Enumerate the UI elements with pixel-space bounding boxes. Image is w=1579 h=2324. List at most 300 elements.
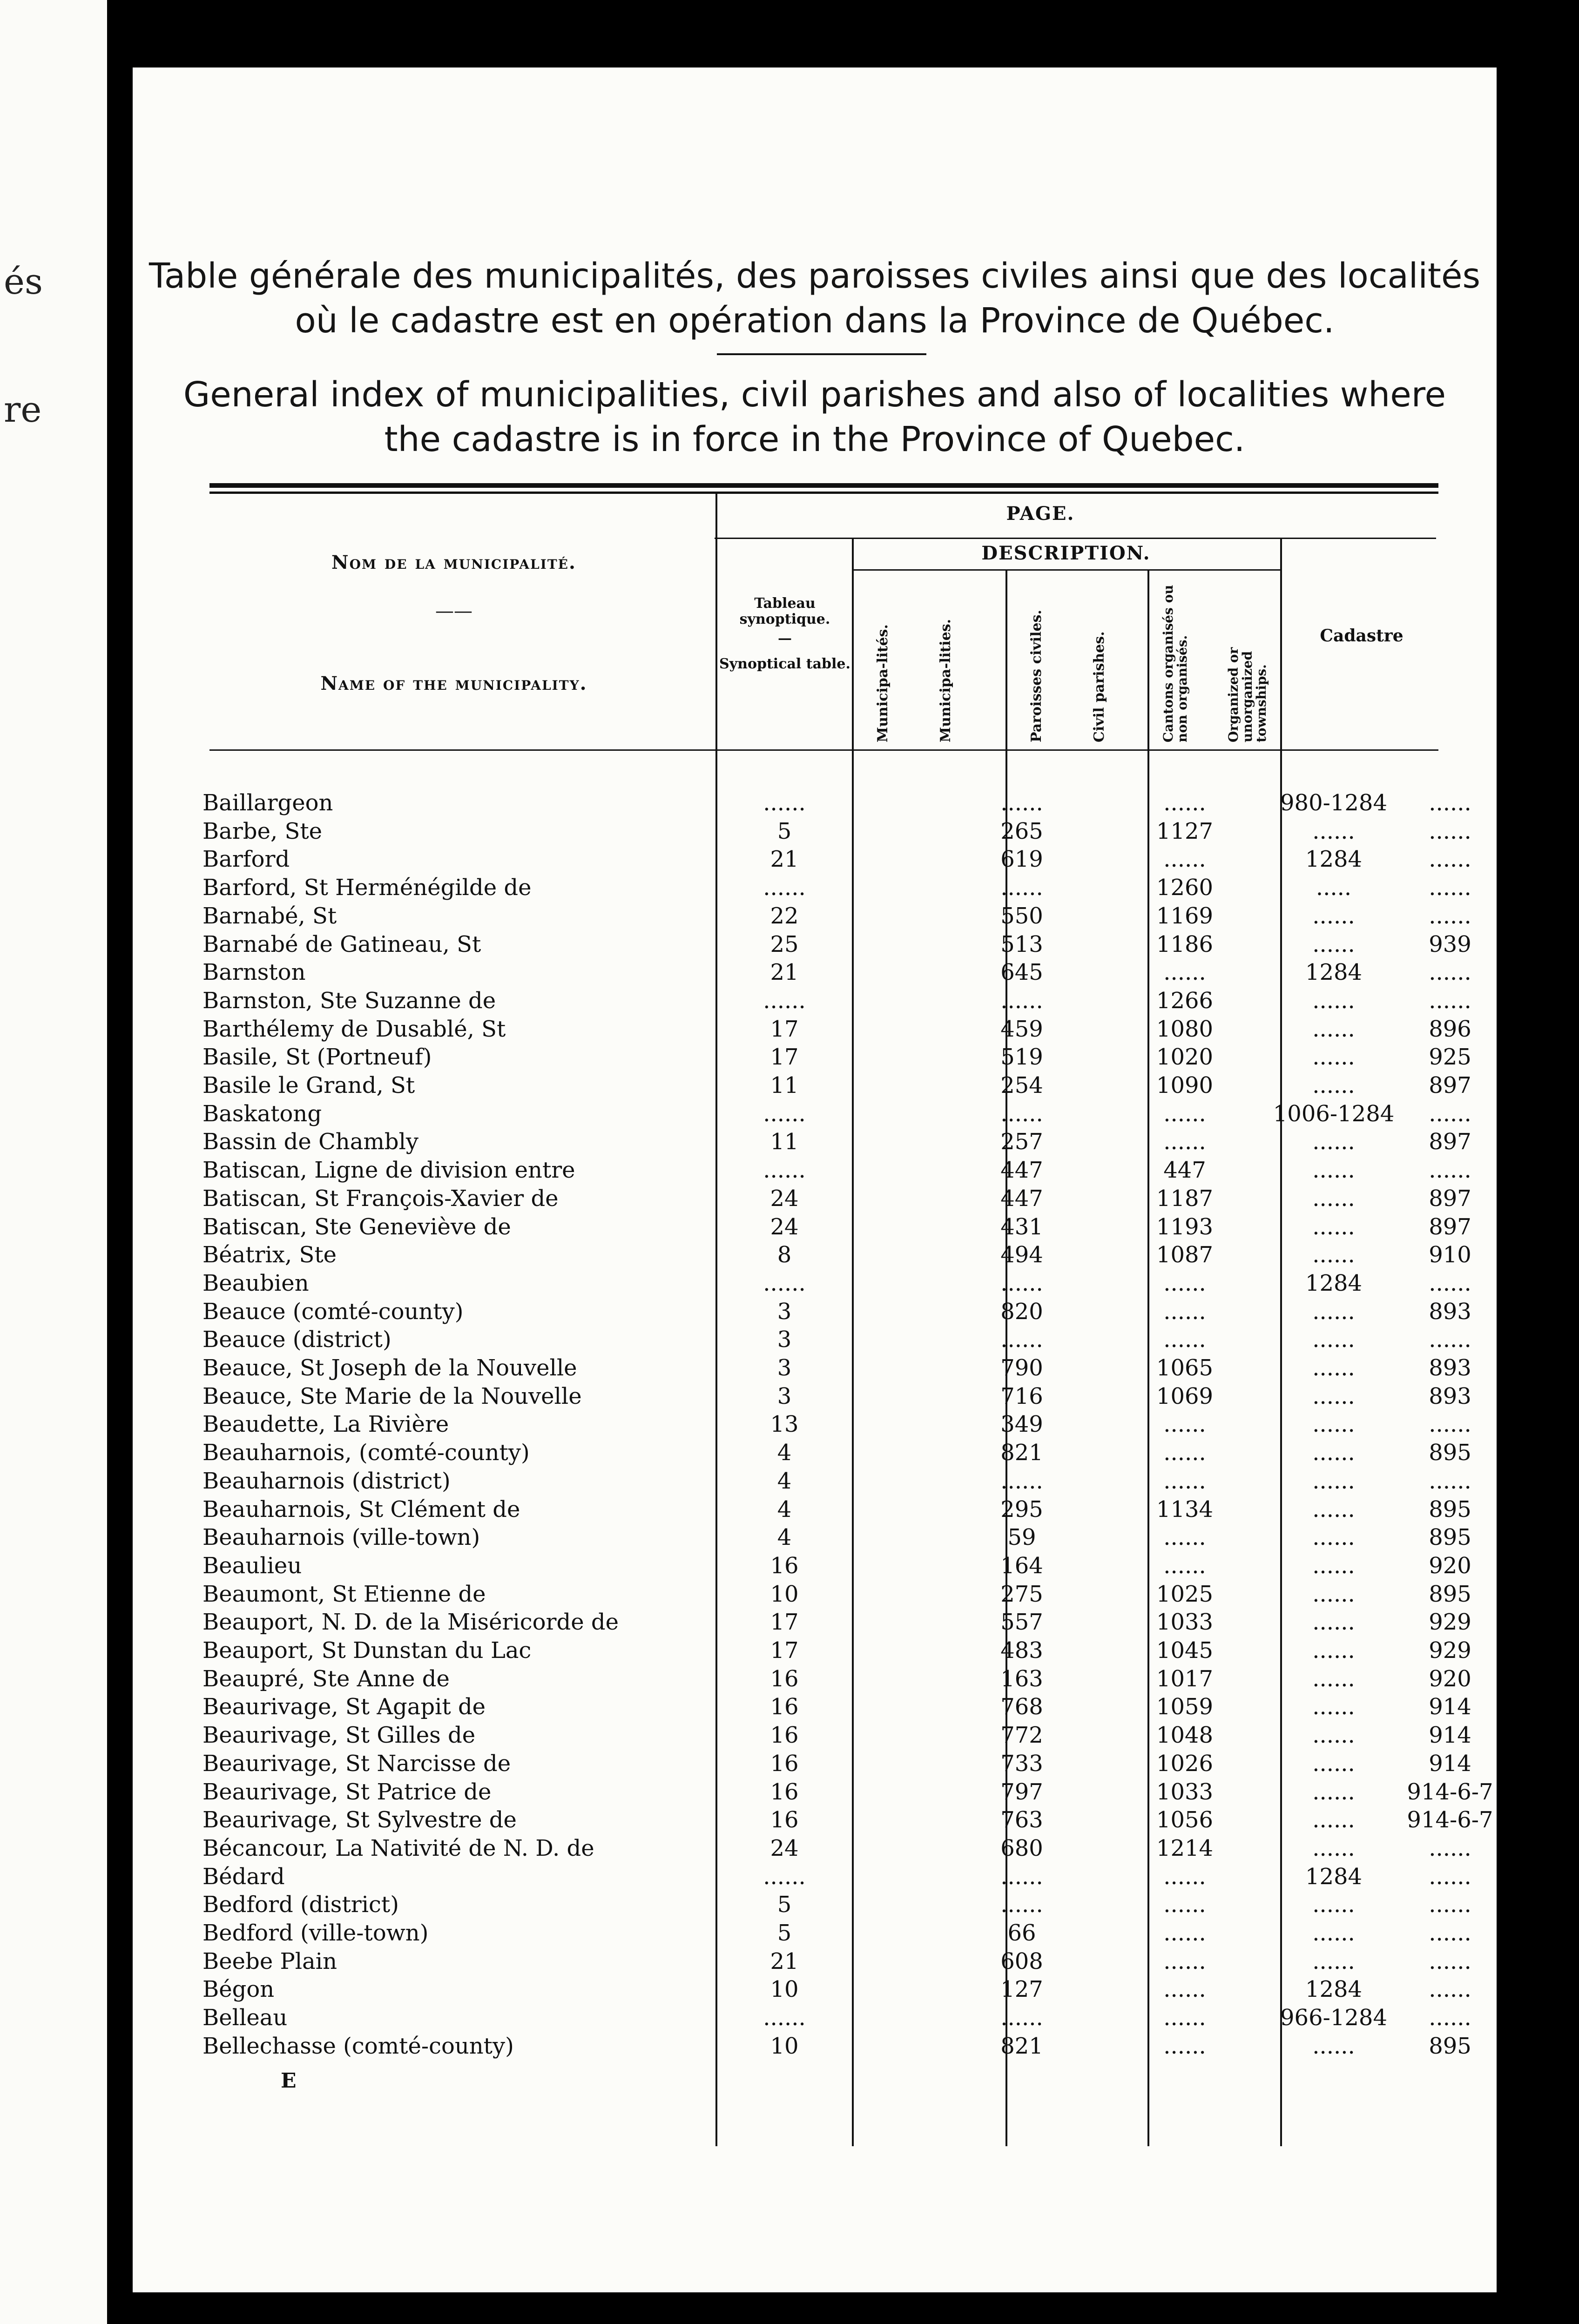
cadastre-page: 914 bbox=[1429, 1722, 1471, 1749]
table-row bbox=[133, 1523, 1497, 1551]
table-row bbox=[133, 1326, 1497, 1354]
synoptical-page: 3 bbox=[777, 1327, 792, 1353]
municipality-name: Beaubien bbox=[202, 1270, 309, 1296]
cadastre-page: ...... bbox=[1429, 1270, 1471, 1296]
parish-page: ...... bbox=[1163, 1920, 1206, 1946]
cadastre-page: 895 bbox=[1429, 1524, 1471, 1551]
synoptical-page: 16 bbox=[770, 1694, 799, 1720]
cadastre-page: ...... bbox=[1429, 818, 1471, 844]
township-page: 966-1284 bbox=[1280, 2005, 1387, 2031]
header-tableau: Tableau synoptique. bbox=[739, 595, 830, 627]
township-page: ..... bbox=[1316, 875, 1352, 901]
township-page: ...... bbox=[1312, 1778, 1355, 1805]
municipality-name: Barford bbox=[202, 846, 290, 873]
table-row bbox=[133, 1863, 1497, 1891]
parish-page: 1017 bbox=[1156, 1665, 1214, 1692]
header-tableau-dash: — bbox=[778, 630, 792, 647]
municipality-name: Bégon bbox=[202, 1976, 275, 2003]
cadastre-page: 896 bbox=[1429, 1016, 1471, 1042]
parish-page: 1127 bbox=[1156, 818, 1214, 844]
table-row bbox=[133, 930, 1497, 958]
township-page: ...... bbox=[1312, 1044, 1355, 1071]
synoptical-page: 16 bbox=[770, 1665, 799, 1692]
synoptical-page: ...... bbox=[763, 875, 806, 901]
table-row bbox=[133, 1919, 1497, 1947]
binding-gutter bbox=[107, 0, 133, 2324]
cadastre-page: ...... bbox=[1429, 987, 1471, 1014]
municipality-page: 619 bbox=[1000, 846, 1043, 873]
municipality-page: 127 bbox=[1000, 1976, 1043, 2003]
cadastre-page: ...... bbox=[1429, 875, 1471, 901]
cadastre-page: 895 bbox=[1429, 2033, 1471, 2059]
municipality-page: 483 bbox=[1000, 1637, 1043, 1664]
synoptical-page: 24 bbox=[770, 1835, 799, 1861]
cadastre-page: 897 bbox=[1429, 1213, 1471, 1240]
parish-page: 1260 bbox=[1156, 875, 1214, 901]
table-row bbox=[133, 902, 1497, 930]
municipality-page: 254 bbox=[1000, 1072, 1043, 1098]
parish-page: 1065 bbox=[1156, 1355, 1214, 1381]
municipality-name: Beauharnois, St Clément de bbox=[202, 1496, 520, 1522]
township-page: ...... bbox=[1312, 1242, 1355, 1268]
township-page: ...... bbox=[1312, 1468, 1355, 1494]
cadastre-page: 914-6-7 bbox=[1407, 1807, 1493, 1833]
municipality-name: Beaurivage, St Gilles de bbox=[202, 1722, 476, 1749]
parish-page: 1033 bbox=[1156, 1609, 1214, 1636]
municipality-page: 494 bbox=[1000, 1242, 1043, 1268]
table-row bbox=[133, 1071, 1497, 1099]
cadastre-page: 914-6-7 bbox=[1407, 1778, 1493, 1805]
township-page: ...... bbox=[1312, 1892, 1355, 1918]
parish-page: 1056 bbox=[1156, 1807, 1214, 1833]
municipality-page: 790 bbox=[1000, 1355, 1043, 1381]
synoptical-page: 5 bbox=[777, 818, 792, 844]
parish-page: 1069 bbox=[1156, 1383, 1214, 1409]
table-row bbox=[133, 1269, 1497, 1297]
title-french bbox=[133, 254, 1497, 343]
synoptical-page: 4 bbox=[777, 1524, 792, 1551]
cadastre-page: 897 bbox=[1429, 1129, 1471, 1155]
header-bottom-rule bbox=[209, 749, 1438, 751]
municipality-name: Beaurivage, St Agapit de bbox=[202, 1694, 486, 1720]
synoptical-page: 10 bbox=[770, 2033, 799, 2059]
synoptical-page: 17 bbox=[770, 1044, 799, 1071]
municipality-page: 608 bbox=[1000, 1948, 1043, 1974]
parish-page: 1033 bbox=[1156, 1778, 1214, 1805]
township-page: 980-1284 bbox=[1280, 790, 1387, 816]
municipality-page: ...... bbox=[1000, 875, 1043, 901]
municipality-page: 645 bbox=[1000, 959, 1043, 986]
synoptical-page: 4 bbox=[777, 1496, 792, 1522]
synoptical-page: 24 bbox=[770, 1213, 799, 1240]
header-synoptical: Synoptical table. bbox=[719, 656, 850, 672]
township-page: ...... bbox=[1312, 1157, 1355, 1184]
cadastre-page: ...... bbox=[1429, 1411, 1471, 1438]
cadastre-page: ...... bbox=[1429, 1835, 1471, 1861]
township-page: ...... bbox=[1312, 1750, 1355, 1777]
municipality-page: 295 bbox=[1000, 1496, 1043, 1522]
header-cadastre: Cadastre bbox=[1320, 626, 1404, 646]
township-page: ...... bbox=[1312, 1298, 1355, 1325]
table-row bbox=[133, 874, 1497, 902]
table-row bbox=[133, 1975, 1497, 2003]
municipality-page: 447 bbox=[1000, 1157, 1043, 1184]
parish-page: 1059 bbox=[1156, 1694, 1214, 1720]
title-english-line2: the cadastre is in force in the Province of Quebec. bbox=[384, 419, 1245, 459]
synoptical-page: 4 bbox=[777, 1440, 792, 1466]
cadastre-page: ...... bbox=[1429, 1157, 1471, 1184]
parish-page: ...... bbox=[1163, 1411, 1206, 1438]
municipality-page: 164 bbox=[1000, 1552, 1043, 1579]
parish-page: ...... bbox=[1163, 1440, 1206, 1466]
title-french-line1: Table générale des municipalités, des paroisses civiles ainsi que des localités bbox=[148, 256, 1481, 296]
table-row bbox=[133, 958, 1497, 986]
table-row bbox=[133, 1185, 1497, 1213]
municipality-page: 768 bbox=[1000, 1694, 1043, 1720]
municipality-name: Batiscan, St François-Xavier de bbox=[202, 1185, 559, 1212]
municipality-page: 821 bbox=[1000, 1440, 1043, 1466]
municipality-name: Bedford (district) bbox=[202, 1892, 399, 1918]
synoptical-page: 13 bbox=[770, 1411, 799, 1438]
cadastre-page: ...... bbox=[1429, 1100, 1471, 1127]
township-page: ...... bbox=[1312, 1920, 1355, 1946]
table-row bbox=[133, 1637, 1497, 1664]
municipality-name: Beaurivage, St Patrice de bbox=[202, 1778, 492, 1805]
municipality-name: Basile le Grand, St bbox=[202, 1072, 415, 1098]
table-row bbox=[133, 1552, 1497, 1580]
municipality-page: ...... bbox=[1000, 1100, 1043, 1127]
township-page: ...... bbox=[1312, 1665, 1355, 1692]
parish-page: 1045 bbox=[1156, 1637, 1214, 1664]
synoptical-page: 16 bbox=[770, 1750, 799, 1777]
cadastre-page: ...... bbox=[1429, 790, 1471, 816]
municipality-page: 275 bbox=[1000, 1581, 1043, 1607]
table-row bbox=[133, 1382, 1497, 1410]
municipality-page: 349 bbox=[1000, 1411, 1043, 1438]
township-page: ...... bbox=[1312, 1807, 1355, 1833]
table-row bbox=[133, 1721, 1497, 1749]
synoptical-page: ...... bbox=[763, 1863, 806, 1890]
municipality-name: Beauharnois (ville-town) bbox=[202, 1524, 480, 1551]
municipality-name: Beaurivage, St Narcisse de bbox=[202, 1750, 511, 1777]
parish-page: ...... bbox=[1163, 1468, 1206, 1494]
township-page: ...... bbox=[1312, 1383, 1355, 1409]
township-page: ...... bbox=[1312, 1129, 1355, 1155]
synoptical-page: 10 bbox=[770, 1976, 799, 2003]
township-page: 1284 bbox=[1305, 1270, 1363, 1296]
parish-page: ...... bbox=[1163, 1948, 1206, 1974]
parish-page: 1026 bbox=[1156, 1750, 1214, 1777]
township-page: ...... bbox=[1312, 1524, 1355, 1551]
cadastre-page: 897 bbox=[1429, 1072, 1471, 1098]
township-page: 1284 bbox=[1305, 959, 1363, 986]
cadastre-page: 925 bbox=[1429, 1044, 1471, 1071]
township-page: ...... bbox=[1312, 818, 1355, 844]
township-page: ...... bbox=[1312, 1694, 1355, 1720]
table-row bbox=[133, 1354, 1497, 1382]
cadastre-page: ...... bbox=[1429, 1976, 1471, 2003]
parish-page: ...... bbox=[1163, 1327, 1206, 1353]
municipality-name: Bédard bbox=[202, 1863, 285, 1890]
cadastre-page: 914 bbox=[1429, 1750, 1471, 1777]
municipality-name: Baskatong bbox=[202, 1100, 322, 1127]
table-row bbox=[133, 789, 1497, 817]
header-page: PAGE. bbox=[1006, 503, 1075, 525]
parish-page: ...... bbox=[1163, 1298, 1206, 1325]
municipality-page: 733 bbox=[1000, 1750, 1043, 1777]
description-rule bbox=[852, 569, 1280, 571]
header-cantons: Cantons organisés ou non organisés. bbox=[1161, 585, 1190, 742]
cadastre-page: ...... bbox=[1429, 1892, 1471, 1918]
municipality-page: 772 bbox=[1000, 1722, 1043, 1749]
municipality-name: Beaumont, St Etienne de bbox=[202, 1581, 486, 1607]
municipality-page: ...... bbox=[1000, 987, 1043, 1014]
cadastre-page: ...... bbox=[1429, 846, 1471, 873]
header-paroisses: Paroisses civiles. bbox=[1028, 610, 1045, 742]
table-row bbox=[133, 1834, 1497, 1862]
municipality-page: ...... bbox=[1000, 790, 1043, 816]
header-dash: —— bbox=[435, 600, 472, 622]
municipality-name: Basile, St (Portneuf) bbox=[202, 1044, 432, 1071]
township-page: ...... bbox=[1312, 1581, 1355, 1607]
table-top-rule-thin bbox=[209, 492, 1438, 494]
parish-page: 1169 bbox=[1156, 903, 1214, 929]
synoptical-page: ...... bbox=[763, 2005, 806, 2031]
municipality-page: 821 bbox=[1000, 2033, 1043, 2059]
municipality-name: Beaupré, Ste Anne de bbox=[202, 1665, 450, 1692]
municipality-name: Beaudette, La Rivière bbox=[202, 1411, 449, 1438]
header-municipalities: Municipa-lities. bbox=[938, 619, 954, 742]
township-page: ...... bbox=[1312, 1185, 1355, 1212]
synoptical-page: 16 bbox=[770, 1778, 799, 1805]
header-description: DESCRIPTION. bbox=[981, 542, 1151, 564]
township-page: ...... bbox=[1312, 1552, 1355, 1579]
table-row bbox=[133, 1778, 1497, 1806]
municipality-page: 513 bbox=[1000, 931, 1043, 957]
municipality-name: Beauce (comté-county) bbox=[202, 1298, 464, 1325]
parish-page: ...... bbox=[1163, 1863, 1206, 1890]
municipality-page: 550 bbox=[1000, 903, 1043, 929]
municipality-name: Beebe Plain bbox=[202, 1948, 337, 1974]
municipality-page: ...... bbox=[1000, 1468, 1043, 1494]
municipality-name: Barbe, Ste bbox=[202, 818, 323, 844]
township-page: 1284 bbox=[1305, 846, 1363, 873]
header-townships: Organized or unorganized townships. bbox=[1226, 647, 1269, 742]
cadastre-page: ...... bbox=[1429, 1327, 1471, 1353]
synoptical-page: 17 bbox=[770, 1016, 799, 1042]
municipality-name: Beauharnois (district) bbox=[202, 1468, 451, 1494]
cadastre-page: ...... bbox=[1429, 1468, 1471, 1494]
synoptical-page: 21 bbox=[770, 1948, 799, 1974]
parish-page: ...... bbox=[1163, 2033, 1206, 2059]
parish-page: 1048 bbox=[1156, 1722, 1214, 1749]
municipality-name: Beauport, N. D. de la Miséricorde de bbox=[202, 1609, 619, 1636]
synoptical-page: 3 bbox=[777, 1383, 792, 1409]
synoptical-page: 24 bbox=[770, 1185, 799, 1212]
parish-page: ...... bbox=[1163, 1552, 1206, 1579]
township-page: ...... bbox=[1312, 1355, 1355, 1381]
municipality-name: Barthélemy de Dusablé, St bbox=[202, 1016, 506, 1042]
footer-letter: E bbox=[281, 2069, 297, 2093]
municipality-page: 519 bbox=[1000, 1044, 1043, 1071]
synoptical-page: 22 bbox=[770, 903, 799, 929]
margin-fragment: és bbox=[4, 261, 43, 302]
synoptical-page: 25 bbox=[770, 931, 799, 957]
township-page: ...... bbox=[1312, 1213, 1355, 1240]
parish-page: ...... bbox=[1163, 1524, 1206, 1551]
municipality-name: Beauport, St Dunstan du Lac bbox=[202, 1637, 532, 1664]
synoptical-page: 21 bbox=[770, 959, 799, 986]
synoptical-page: 11 bbox=[770, 1072, 799, 1098]
table-row bbox=[133, 1439, 1497, 1467]
municipality-name: Beauharnois, (comté-county) bbox=[202, 1440, 530, 1466]
table-row bbox=[133, 2004, 1497, 2032]
cadastre-page: ...... bbox=[1429, 903, 1471, 929]
municipality-page: ...... bbox=[1000, 1270, 1043, 1296]
synoptical-page: 8 bbox=[777, 1242, 792, 1268]
table-row bbox=[133, 1015, 1497, 1043]
municipality-page: 257 bbox=[1000, 1129, 1043, 1155]
municipality-page: ...... bbox=[1000, 2005, 1043, 2031]
municipality-page: 265 bbox=[1000, 818, 1043, 844]
municipality-name: Béatrix, Ste bbox=[202, 1242, 337, 1268]
municipality-name: Batiscan, Ste Geneviève de bbox=[202, 1213, 511, 1240]
synoptical-page: 5 bbox=[777, 1892, 792, 1918]
township-page: ...... bbox=[1312, 931, 1355, 957]
table-row bbox=[133, 1608, 1497, 1636]
township-page: ...... bbox=[1312, 1835, 1355, 1861]
parish-page: ...... bbox=[1163, 1976, 1206, 2003]
table-row bbox=[133, 2032, 1497, 2060]
cadastre-page: 939 bbox=[1429, 931, 1471, 957]
municipality-page: 447 bbox=[1000, 1185, 1043, 1212]
synoptical-page: 3 bbox=[777, 1298, 792, 1325]
parish-page: ...... bbox=[1163, 2005, 1206, 2031]
parish-page: 1020 bbox=[1156, 1044, 1214, 1071]
municipality-name: Beauce, Ste Marie de la Nouvelle bbox=[202, 1383, 582, 1409]
header-municipalites: Municipa-lités. bbox=[875, 624, 891, 742]
municipality-name: Beauce (district) bbox=[202, 1327, 391, 1353]
municipality-page: ...... bbox=[1000, 1327, 1043, 1353]
municipality-name: Bécancour, La Nativité de N. D. de bbox=[202, 1835, 594, 1861]
township-page: ...... bbox=[1312, 1948, 1355, 1974]
municipality-name: Batiscan, Ligne de division entre bbox=[202, 1157, 575, 1184]
municipality-page: ...... bbox=[1000, 1863, 1043, 1890]
parish-page: ...... bbox=[1163, 1100, 1206, 1127]
township-page: 1006-1284 bbox=[1273, 1100, 1395, 1127]
municipality-page: ...... bbox=[1000, 1892, 1043, 1918]
township-page: ...... bbox=[1312, 1016, 1355, 1042]
cadastre-page: 920 bbox=[1429, 1665, 1471, 1692]
township-page: ...... bbox=[1312, 1722, 1355, 1749]
page-rule bbox=[715, 538, 1436, 539]
synoptical-page: 10 bbox=[770, 1581, 799, 1607]
township-page: ...... bbox=[1312, 1496, 1355, 1522]
municipality-name: Barnabé de Gatineau, St bbox=[202, 931, 481, 957]
parish-page: 447 bbox=[1163, 1157, 1206, 1184]
cadastre-page: 895 bbox=[1429, 1496, 1471, 1522]
table-row bbox=[133, 845, 1497, 873]
parish-page: ...... bbox=[1163, 1270, 1206, 1296]
municipality-name: Barnabé, St bbox=[202, 903, 337, 929]
synoptical-page: 3 bbox=[777, 1355, 792, 1381]
table-row bbox=[133, 1891, 1497, 1919]
municipality-page: 716 bbox=[1000, 1383, 1043, 1409]
title-separator bbox=[717, 353, 926, 355]
title-french-line2: où le cadastre est en opération dans la Province de Québec. bbox=[295, 301, 1335, 341]
parish-page: ...... bbox=[1163, 846, 1206, 873]
synoptical-page: 16 bbox=[770, 1552, 799, 1579]
municipality-page: 820 bbox=[1000, 1298, 1043, 1325]
township-page: ...... bbox=[1312, 1637, 1355, 1664]
cadastre-page: 895 bbox=[1429, 1440, 1471, 1466]
township-page: ...... bbox=[1312, 987, 1355, 1014]
township-page: ...... bbox=[1312, 1072, 1355, 1098]
cadastre-page: ...... bbox=[1429, 1863, 1471, 1890]
synoptical-page: 11 bbox=[770, 1129, 799, 1155]
cadastre-page: ...... bbox=[1429, 2005, 1471, 2031]
table-row bbox=[133, 1043, 1497, 1071]
table-row bbox=[133, 1298, 1497, 1326]
parish-page: 1193 bbox=[1156, 1213, 1214, 1240]
parish-page: 1080 bbox=[1156, 1016, 1214, 1042]
cadastre-page: 910 bbox=[1429, 1242, 1471, 1268]
municipality-name: Beauce, St Joseph de la Nouvelle bbox=[202, 1355, 577, 1381]
table-row bbox=[133, 1750, 1497, 1778]
municipality-name: Barford, St Herménégilde de bbox=[202, 875, 532, 901]
parish-page: 1187 bbox=[1156, 1185, 1214, 1212]
cadastre-page: ...... bbox=[1429, 1920, 1471, 1946]
synoptical-page: 17 bbox=[770, 1637, 799, 1664]
township-page: ...... bbox=[1312, 1609, 1355, 1636]
synoptical-page: ...... bbox=[763, 790, 806, 816]
municipality-name: Bassin de Chambly bbox=[202, 1129, 419, 1155]
municipality-page: 797 bbox=[1000, 1778, 1043, 1805]
parish-page: 1134 bbox=[1156, 1496, 1214, 1522]
synoptical-page: 17 bbox=[770, 1609, 799, 1636]
document-page bbox=[133, 67, 1497, 2292]
synoptical-page: ...... bbox=[763, 1100, 806, 1127]
synoptical-page: 16 bbox=[770, 1807, 799, 1833]
cadastre-page: 893 bbox=[1429, 1355, 1471, 1381]
parish-page: ...... bbox=[1163, 959, 1206, 986]
municipality-page: 163 bbox=[1000, 1665, 1043, 1692]
parish-page: ...... bbox=[1163, 1892, 1206, 1918]
township-page: ...... bbox=[1312, 903, 1355, 929]
cadastre-page: 893 bbox=[1429, 1383, 1471, 1409]
township-page: ...... bbox=[1312, 2033, 1355, 2059]
municipality-name: Barnston bbox=[202, 959, 306, 986]
municipality-page: 763 bbox=[1000, 1807, 1043, 1833]
municipality-page: 66 bbox=[1007, 1920, 1036, 1946]
table-row bbox=[133, 1467, 1497, 1495]
cadastre-page: 914 bbox=[1429, 1694, 1471, 1720]
municipality-page: 431 bbox=[1000, 1213, 1043, 1240]
township-page: ...... bbox=[1312, 1411, 1355, 1438]
municipality-name: Beaurivage, St Sylvestre de bbox=[202, 1807, 517, 1833]
table-row bbox=[133, 817, 1497, 845]
municipality-name: Baillargeon bbox=[202, 790, 333, 816]
synoptical-page: ...... bbox=[763, 987, 806, 1014]
municipality-page: 680 bbox=[1000, 1835, 1043, 1861]
parish-page: 1266 bbox=[1156, 987, 1214, 1014]
cadastre-page: 893 bbox=[1429, 1298, 1471, 1325]
cadastre-page: 929 bbox=[1429, 1609, 1471, 1636]
table-row bbox=[133, 1156, 1497, 1184]
table-row bbox=[133, 1580, 1497, 1608]
table-row bbox=[133, 1100, 1497, 1128]
parish-page: 1214 bbox=[1156, 1835, 1214, 1861]
